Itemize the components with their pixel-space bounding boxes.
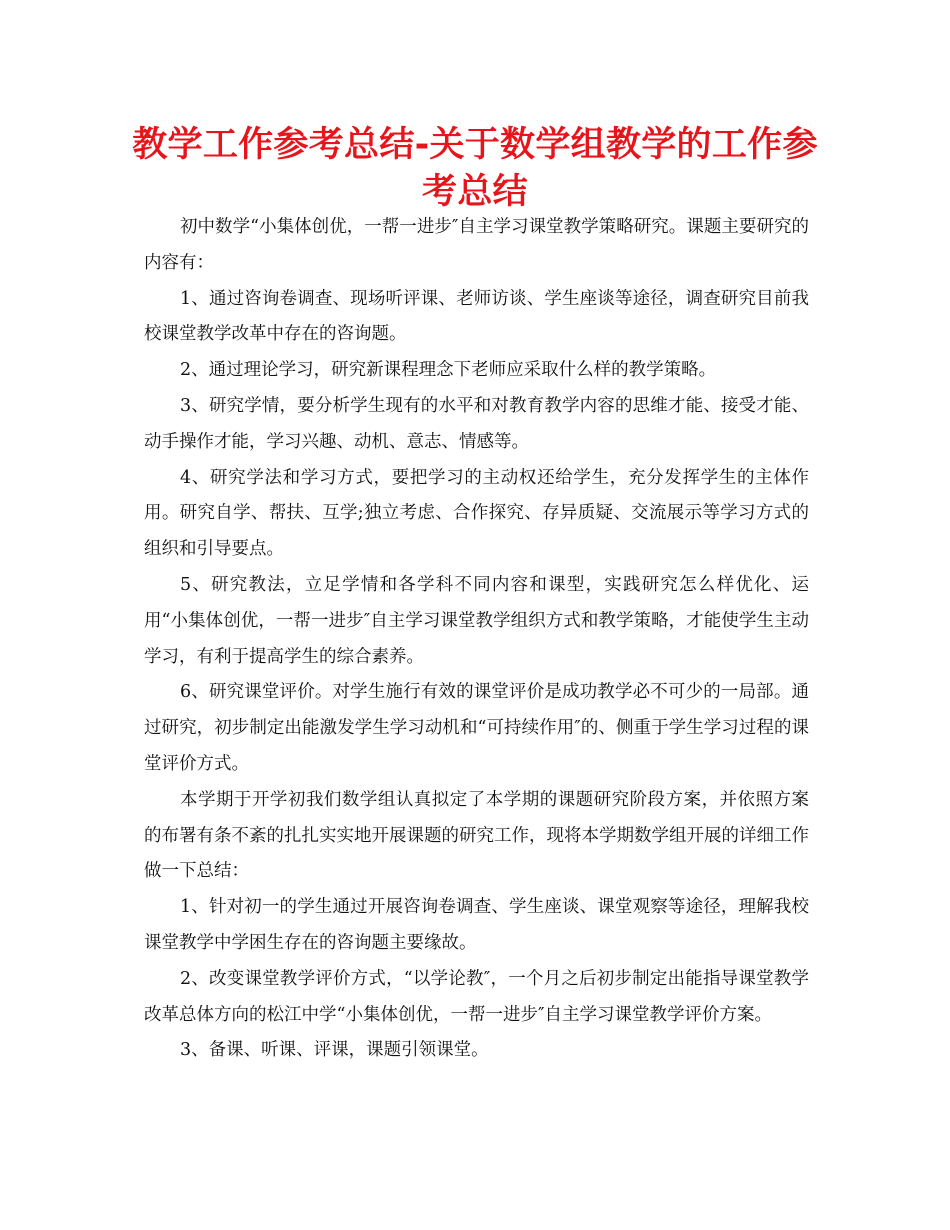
semester-summary-paragraph: 本学期于开学初我们数学组认真拟定了本学期的课题研究阶段方案，并依照方案的布署有条不紊的扎扎实实地开展课题的研究工作，现将本学期数学组开展的详细工作做一下总结： bbox=[144, 789, 809, 882]
intro-paragraph: 初中数学“小集体创优，一帮一进步″自主学习课堂教学策略研究。课题主要研究的内容有： bbox=[144, 217, 809, 273]
research-item-5: 5、研究教法，立足学情和各学科不同内容和课型，实践研究怎么样优化、运用“小集体创优，一帮一进步″自主学习课堂教学组织方式和教学策略，才能使学生主动学习，有利于提高学生的综合素养。 bbox=[144, 574, 809, 667]
research-item-3: 3、研究学情，要分析学生现有的水平和对教育教学内容的思维才能、接受才能、动手操作才能，学习兴趣、动机、意志、情感等。 bbox=[144, 395, 809, 452]
work-item-3: 3、备课、听课、评课，课题引领课堂。 bbox=[180, 1040, 489, 1061]
work-item-1: 1、针对初一的学生通过开展咨询卷调查、学生座谈、课堂观察等途径，理解我校课堂教学中学困生存在的咨询题主要缘故。 bbox=[144, 897, 809, 953]
document-title: 教学工作参考总结-关于数学组教学的工作参考总结 bbox=[132, 125, 818, 212]
document-body bbox=[144, 210, 809, 1069]
research-item-2: 2、通过理论学习，研究新课程理念下老师应采取什么样的教学策略。 bbox=[180, 360, 717, 381]
research-item-4: 4、研究学法和学习方式，要把学习的主动权还给学生，充分发挥学生的主体作用。研究自学、帮扶、互学;独立考虑、合作探究、存异质疑、交流展示等学习方式的组织和引导要点。 bbox=[144, 467, 809, 560]
work-item-2: 2、改变课堂教学评价方式，“以学论教″，一个月之后初步制定出能指导课堂教学改革总体方向的松江中学“小集体创优，一帮一进步″自主学习课堂教学评价方案。 bbox=[144, 968, 809, 1025]
research-item-1: 1、通过咨询卷调查、现场听评课、老师访谈、学生座谈等途径，调查研究目前我校课堂教学改革中存在的咨询题。 bbox=[144, 288, 809, 345]
research-item-6: 6、研究课堂评价。对学生施行有效的课堂评价是成功教学必不可少的一局部。通过研究，初步制定出能激发学生学习动机和“可持续作用″的、侧重于学生学习过程的课堂评价方式。 bbox=[144, 682, 809, 774]
